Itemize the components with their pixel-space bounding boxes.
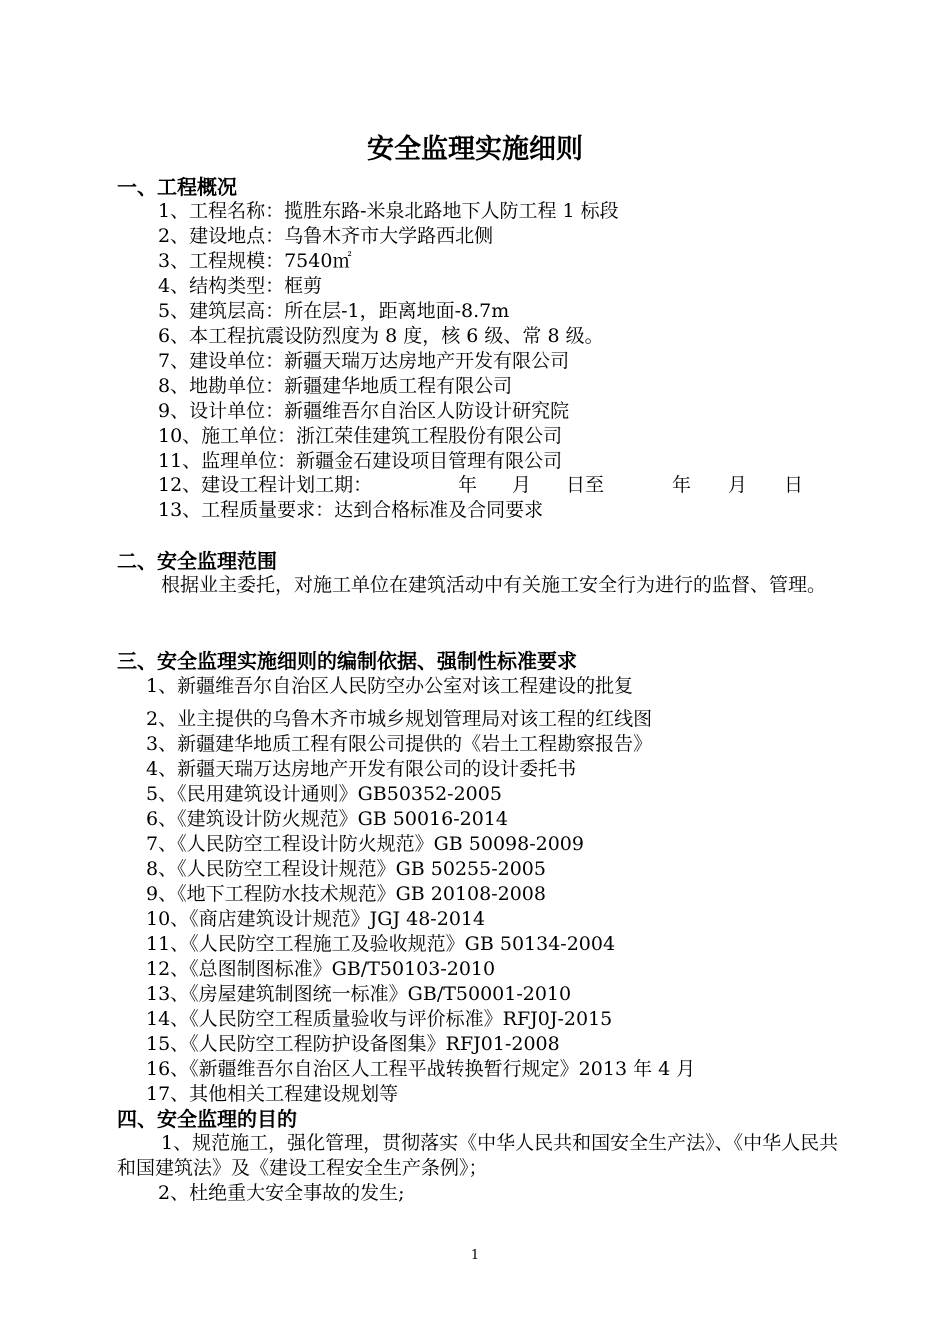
list-item: 1、新疆维吾尔自治区人民防空办公室对该工程建设的批复 xyxy=(146,675,634,697)
schedule-month-2: 月 xyxy=(728,474,748,496)
list-item: 10、《商店建筑设计规范》JGJ 48-2014 xyxy=(146,908,486,930)
list-item: 10、施工单位：浙江荣佳建筑工程股份有限公司 xyxy=(158,425,563,447)
list-item: 13、工程质量要求：达到合格标准及合同要求 xyxy=(158,499,544,521)
section-4-heading: 四、安全监理的目的 xyxy=(117,1107,297,1131)
list-item: 3、新疆建华地质工程有限公司提供的《岩土工程勘察报告》 xyxy=(146,733,653,755)
schedule-label: 12、建设工程计划工期： xyxy=(158,474,373,496)
section-2-heading: 二、安全监理范围 xyxy=(117,549,277,573)
page-number: 1 xyxy=(470,1248,480,1263)
section-2-paragraph: 根据业主委托，对施工单位在建筑活动中有关施工安全行为进行的监督、管理。 xyxy=(161,574,827,596)
schedule-line xyxy=(158,473,818,498)
list-item: 13、《房屋建筑制图统一标准》GB/T50001-2010 xyxy=(146,983,572,1005)
list-item: 1、工程名称：揽胜东路-米泉北路地下人防工程 1 标段 xyxy=(158,200,619,222)
list-item: 16、《新疆维吾尔自治区人工程平战转换暂行规定》2013 年 4 月 xyxy=(146,1058,696,1080)
list-item: 2、建设地点：乌鲁木齐市大学路西北侧 xyxy=(158,225,494,247)
list-item: 2、杜绝重大安全事故的发生; xyxy=(158,1182,405,1204)
list-item: 15、《人民防空工程防护设备图集》RFJ01-2008 xyxy=(146,1033,560,1055)
list-item: 5、《民用建筑设计通则》GB50352-2005 xyxy=(146,783,502,805)
schedule-month-1: 月 xyxy=(512,474,532,496)
list-item: 9、《地下工程防水技术规范》GB 20108-2008 xyxy=(146,883,546,905)
list-item: 17、其他相关工程建设规划等 xyxy=(146,1083,399,1105)
section-1-heading: 一、工程概况 xyxy=(117,175,237,199)
list-item: 6、本工程抗震设防烈度为 8 度，核 6 级、常 8 级。 xyxy=(158,325,604,347)
list-item: 8、地勘单位：新疆建华地质工程有限公司 xyxy=(158,375,513,397)
list-item: 5、建筑层高：所在层-1，距离地面-8.7m xyxy=(158,300,510,322)
list-item: 7、《人民防空工程设计防火规范》GB 50098-2009 xyxy=(146,833,584,855)
list-item: 3、工程规模：7540㎡ xyxy=(158,250,352,272)
list-item: 12、《总图制图标准》GB/T50103-2010 xyxy=(146,958,496,980)
list-item: 11、监理单位：新疆金石建设项目管理有限公司 xyxy=(158,450,563,472)
schedule-day-to: 日至 xyxy=(566,474,605,496)
schedule-day-2: 日 xyxy=(784,474,804,496)
list-item: 4、结构类型：框剪 xyxy=(158,275,323,297)
list-item: 8、《人民防空工程设计规范》GB 50255-2005 xyxy=(146,858,546,880)
list-item: 14、《人民防空工程质量验收与评价标准》RFJ0J-2015 xyxy=(146,1008,613,1030)
list-item: 2、业主提供的乌鲁木齐市城乡规划管理局对该工程的红线图 xyxy=(146,708,653,730)
list-item: 9、设计单位：新疆维吾尔自治区人防设计研究院 xyxy=(158,400,570,422)
section-4-paragraph: 1、规范施工，强化管理，贯彻落实《中华人民共和国安全生产法》、《中华人民共和国建筑法》及《建设工程安全生产条例》； xyxy=(117,1132,839,1179)
schedule-year-1: 年 xyxy=(458,474,478,496)
list-item: 11、《人民防空工程施工及验收规范》GB 50134-2004 xyxy=(146,933,616,955)
document-title: 安全监理实施细则 xyxy=(367,134,583,165)
list-item: 4、新疆天瑞万达房地产开发有限公司的设计委托书 xyxy=(146,758,577,780)
list-item: 7、建设单位：新疆天瑞万达房地产开发有限公司 xyxy=(158,350,570,372)
schedule-year-2: 年 xyxy=(672,474,692,496)
list-item: 6、《建筑设计防火规范》GB 50016-2014 xyxy=(146,808,508,830)
section-3-heading: 三、安全监理实施细则的编制依据、强制性标准要求 xyxy=(117,649,577,673)
